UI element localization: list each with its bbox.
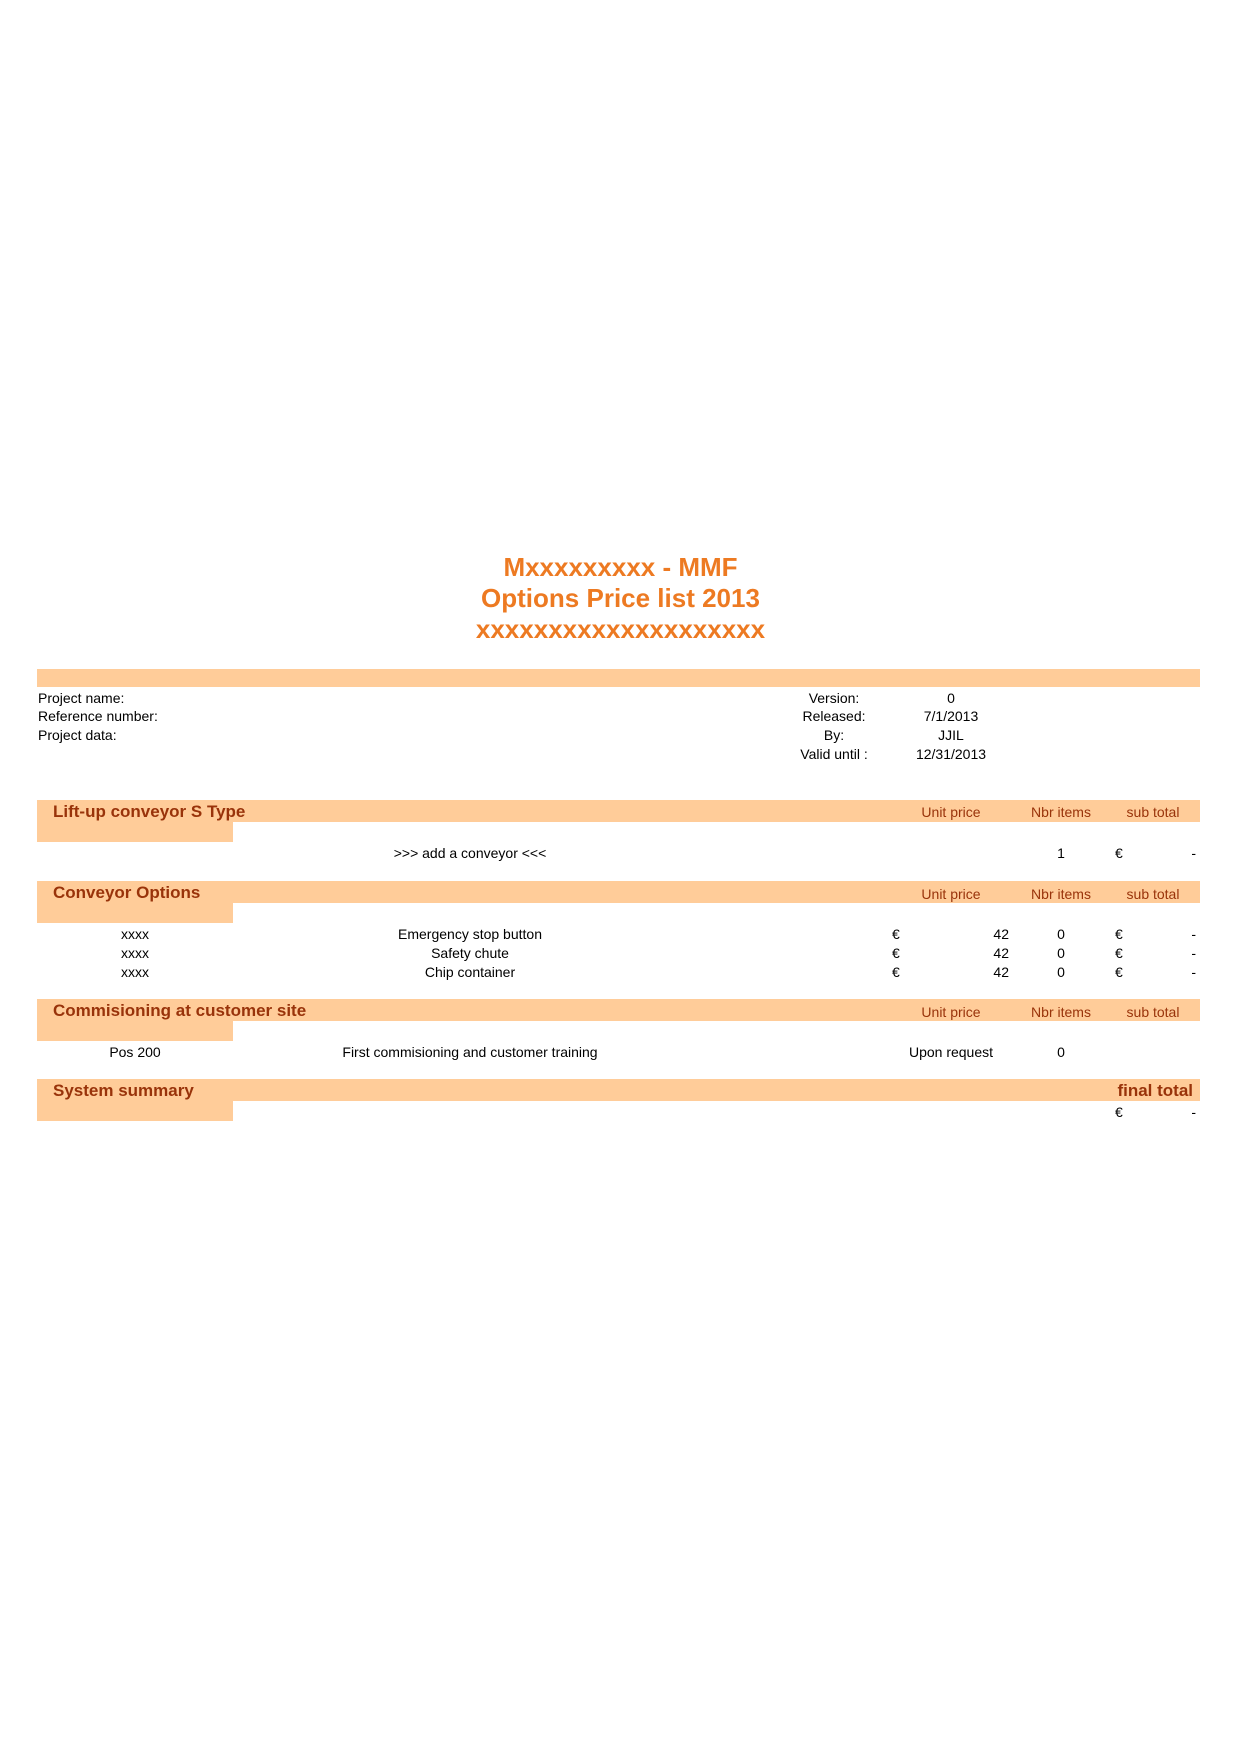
commissioning-section-subband xyxy=(37,1021,233,1041)
options-section-subband xyxy=(37,903,233,923)
option-code: xxxx xyxy=(121,926,149,942)
option-description: Chip container xyxy=(424,964,516,980)
option-sub-currency: € xyxy=(1115,964,1123,980)
option-price: 42 xyxy=(993,964,1009,980)
summary-section-subband xyxy=(37,1101,233,1121)
by-value: JJIL xyxy=(938,727,964,743)
final-total-value: - xyxy=(1191,1104,1196,1120)
option-code: xxxx xyxy=(121,945,149,961)
conveyor-section-subband xyxy=(37,822,233,842)
commissioning-sub-total-header: sub total xyxy=(1126,1004,1180,1020)
options-section-title: Conveyor Options xyxy=(53,883,201,902)
option-sub-currency: € xyxy=(1115,945,1123,961)
option-price: 42 xyxy=(993,945,1009,961)
conveyor-nbr-items-header: Nbr items xyxy=(1031,804,1091,820)
conveyor-section-title: Lift-up conveyor S Type xyxy=(53,802,246,821)
option-currency: € xyxy=(892,926,900,942)
conveyor-subtotal: - xyxy=(1191,845,1196,861)
options-unit-price-header: Unit price xyxy=(921,886,981,902)
option-sub-currency: € xyxy=(1115,926,1123,942)
conveyor-qty: 1 xyxy=(1057,845,1065,861)
option-code: xxxx xyxy=(121,964,149,980)
option-currency: € xyxy=(892,945,900,961)
version-value: 0 xyxy=(947,690,955,706)
document-title-line2: Options Price list 2013 xyxy=(481,583,760,613)
summary-section-band xyxy=(37,1079,1200,1101)
options-section-band xyxy=(37,881,1200,903)
final-total-label: final total xyxy=(1117,1081,1193,1100)
commissioning-code: Pos 200 xyxy=(109,1044,161,1060)
options-sub-total-header: sub total xyxy=(1126,886,1180,902)
project-data-label: Project data: xyxy=(38,727,117,743)
option-subtotal: - xyxy=(1191,926,1196,942)
add-conveyor-link[interactable]: >>> add a conveyor <<< xyxy=(393,845,547,861)
option-subtotal: - xyxy=(1191,945,1196,961)
final-total-currency: € xyxy=(1115,1104,1123,1120)
option-description: Safety chute xyxy=(431,945,509,961)
option-description: Emergency stop button xyxy=(398,926,542,942)
document-title-line1: Mxxxxxxxxx - MMF xyxy=(503,552,738,582)
commissioning-qty[interactable]: 0 xyxy=(1057,1044,1065,1060)
commissioning-section-title: Commisioning at customer site xyxy=(53,1001,307,1020)
conveyor-unit-price-header: Unit price xyxy=(921,804,981,820)
commissioning-nbr-items-header: Nbr items xyxy=(1031,1004,1091,1020)
conveyor-currency: € xyxy=(1115,845,1123,861)
option-subtotal: - xyxy=(1191,964,1196,980)
commissioning-unit-price-header: Unit price xyxy=(921,1004,981,1020)
summary-section-title: System summary xyxy=(53,1081,194,1100)
by-label: By: xyxy=(823,727,845,743)
valid-until-value: 12/31/2013 xyxy=(915,746,987,762)
header-band xyxy=(37,669,1200,687)
project-name-label: Project name: xyxy=(38,690,125,706)
option-qty[interactable]: 0 xyxy=(1057,964,1065,980)
option-qty[interactable]: 0 xyxy=(1057,926,1065,942)
valid-until-label: Valid until : xyxy=(800,746,868,762)
option-qty[interactable]: 0 xyxy=(1057,945,1065,961)
released-value: 7/1/2013 xyxy=(923,708,979,724)
reference-number-label: Reference number: xyxy=(38,708,158,724)
commissioning-price: Upon request xyxy=(908,1044,994,1060)
option-currency: € xyxy=(892,964,900,980)
conveyor-sub-total-header: sub total xyxy=(1126,804,1180,820)
released-label: Released: xyxy=(802,708,866,724)
document-title-line3: xxxxxxxxxxxxxxxxxxxx xyxy=(475,614,766,644)
commissioning-description: First commisioning and customer training xyxy=(342,1044,598,1060)
options-nbr-items-header: Nbr items xyxy=(1031,886,1091,902)
option-price: 42 xyxy=(993,926,1009,942)
version-label: Version: xyxy=(808,690,860,706)
